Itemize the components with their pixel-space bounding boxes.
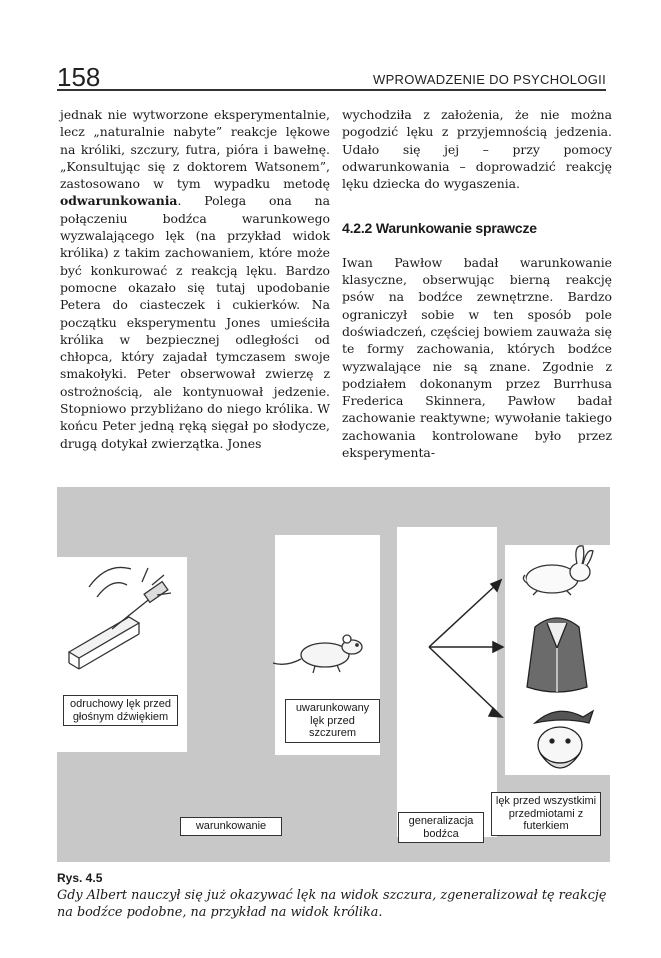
left-paragraph-end: . Polega ona na połączeniu bodźca warunkowego wyzwalającego lęk (na przykład widok królika) z takim zachowaniem, które może być konkurować z reakcją lęku. Bardzo pomocne okazało się tutaj upodobanie Petera do ciasteczek i cukierków. Na początku eksperymentu Jones umieściła królika w bezpiecznej odległości od chłopca, który zajadał tymczasem swoje smakołyki. Peter obserwował zwierzę z ostrożnością, ale kontynuował jedzenie. Stopniowo przybliżano do niego królika. W końcu Peter jedną ręką sięgał po słodycze, drugą dotykał zwierzątka. Jones [60, 193, 330, 451]
left-paragraph-start: jednak nie wytworzone eksperymentalnie, lecz „naturalnie nabyte” reakcje lękowe na króliki, szczury, futra, pióra i bawełnę. „Konsultując się z doktorem Watsonem”, zastosowano w tym wypadku metodę [60, 107, 330, 192]
right-column [342, 106, 612, 461]
left-paragraph [60, 106, 330, 452]
right-paragraph-1: wychodziła z założenia, że nie można pogodzić lęku z przyjemnością jedzenia. Udało się jej – przy pomocy odwarunkowania – doprowadzić reakcję lęku dziecka do wygaszenia. [342, 107, 612, 192]
conditioned-fear-label: uwarunkowany lęk przed szczurem [285, 699, 380, 743]
figure-caption [57, 870, 617, 921]
right-paragraph-2: Iwan Pawłow badał warunkowanie klasyczne, obserwując bierną reakcję psów na bodźce zewnętrzne. Bardzo ograniczył sobie w ten sposób pole doświadczeń, częściej bowiem zauważa się te formy zachowania, których bodźce wyzwalające nie są znane. Zgodnie z podziałem dokonanym przez Burrhusa Frederica Skinnera, Pawłow badał zachowanie reaktywne; wywołanie takiego zachowania kontrolowane było przez eksperymenta- [342, 254, 612, 461]
page-number: 158 [57, 62, 101, 92]
caption-label: Rys. 4.5 [57, 871, 103, 885]
panel-generalization [397, 527, 497, 837]
term-odwarunkowanie: odwarunkowania [60, 193, 178, 209]
header-rule [57, 89, 606, 91]
caption-text: Gdy Albert nauczył się już okazywać lęk na widok szczura, zgeneralizował tę reakcję na bodźce podobne, na przykład na widok królika. [57, 888, 607, 920]
reflex-fear-label: odruchowy lęk przed głośnym dźwiękiem [63, 695, 178, 726]
fear-of-fur-label: lęk przed wszystkimi przedmiotami z futerkiem [491, 792, 601, 836]
figure-4-5 [57, 487, 610, 862]
running-head: WPROWADZENIE DO PSYCHOLOGII [373, 72, 606, 87]
fur-coat-icon [527, 618, 587, 692]
generalization-label: generalizacja bodźca [398, 812, 484, 843]
section-heading: 4.2.2 Warunkowanie sprawcze [342, 220, 537, 237]
left-column [60, 106, 330, 452]
conditioning-label: warunkowanie [180, 817, 282, 836]
